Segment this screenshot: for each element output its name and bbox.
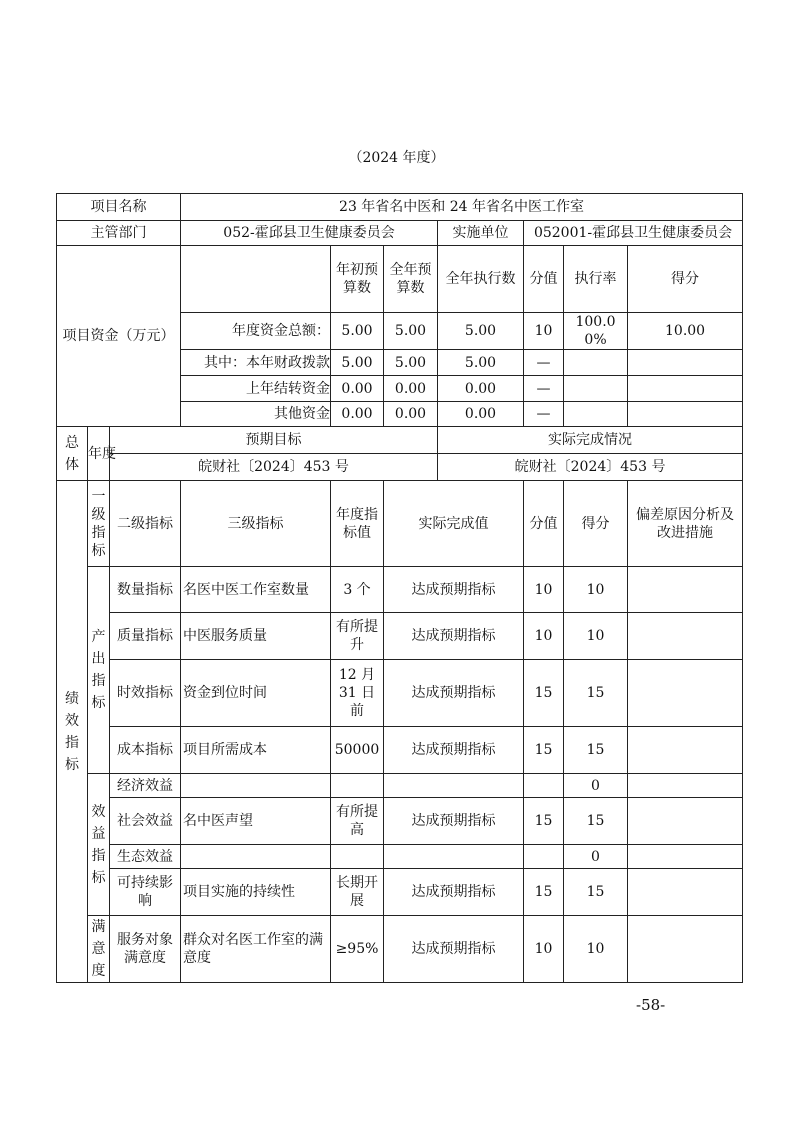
perf-weight: 15 [524, 727, 564, 774]
funds-weight: 10 [524, 313, 564, 350]
funds-row-label: 其他资金 [181, 402, 331, 427]
perf-header-actual: 实际完成值 [384, 481, 524, 567]
funds-rate: 100.00% [564, 313, 628, 350]
perf-header-weight: 分值 [524, 481, 564, 567]
perf-actual: 达成预期指标 [384, 798, 524, 845]
perf-level2: 成本指标 [110, 727, 181, 774]
goals-header-row [57, 427, 743, 454]
perf-level1: 产出指标 [88, 567, 110, 774]
perf-level2: 质量指标 [110, 613, 181, 660]
funds-weight: — [524, 376, 564, 402]
goals-expected-header: 预期目标 [110, 427, 438, 454]
funds-row-label: 其中：本年财政拨款 [181, 350, 331, 376]
unit-label: 实施单位 [438, 221, 524, 246]
perf-deviation [628, 845, 743, 869]
goals-actual-value: 皖财社〔2024〕453 号 [438, 454, 743, 481]
perf-weight: 10 [524, 567, 564, 613]
perf-actual: 达成预期指标 [384, 660, 524, 727]
perf-score: 0 [564, 845, 628, 869]
department-row [57, 221, 743, 246]
perf-row [57, 727, 743, 774]
perf-level3: 群众对名医工作室的满意度 [181, 916, 331, 983]
funds-header-weight: 分值 [524, 246, 564, 313]
perf-row [57, 774, 743, 798]
funds-blank-header [181, 246, 331, 313]
perf-score: 10 [564, 567, 628, 613]
perf-row [57, 567, 743, 613]
perf-target [331, 845, 384, 869]
perf-score: 15 [564, 660, 628, 727]
funds-executed: 0.00 [438, 376, 524, 402]
perf-deviation [628, 798, 743, 845]
funds-executed: 0.00 [438, 402, 524, 427]
perf-header-level1: 一级指标 [88, 481, 110, 567]
funds-score [628, 350, 743, 376]
funds-weight: — [524, 402, 564, 427]
funds-row-label: 年度资金总额： [181, 313, 331, 350]
funds-score [628, 402, 743, 427]
dept-value: 052-霍邱县卫生健康委员会 [181, 221, 438, 246]
perf-level3: 中医服务质量 [181, 613, 331, 660]
goals-side-label-2: 年度 [88, 427, 110, 481]
perf-weight: 15 [524, 660, 564, 727]
perf-weight: 10 [524, 613, 564, 660]
perf-level2: 服务对象满意度 [110, 916, 181, 983]
funds-full: 5.00 [384, 350, 438, 376]
perf-header-target: 年度指标值 [331, 481, 384, 567]
funds-header-full: 全年预算数 [384, 246, 438, 313]
perf-actual: 达成预期指标 [384, 869, 524, 916]
funds-header-executed: 全年执行数 [438, 246, 524, 313]
perf-target: 12 月 31 日前 [331, 660, 384, 727]
funds-full: 0.00 [384, 376, 438, 402]
funds-initial: 5.00 [331, 350, 384, 376]
perf-level2: 可持续影响 [110, 869, 181, 916]
funds-header-score: 得分 [628, 246, 743, 313]
funds-score: 10.00 [628, 313, 743, 350]
perf-score: 10 [564, 916, 628, 983]
goals-actual-header: 实际完成情况 [438, 427, 743, 454]
project-name-value: 23 年省名中医和 24 年省名中医工作室 [181, 194, 743, 221]
perf-level3: 名医中医工作室数量 [181, 567, 331, 613]
perf-row [57, 613, 743, 660]
perf-level2: 经济效益 [110, 774, 181, 798]
funds-header-rate: 执行率 [564, 246, 628, 313]
perf-target: 有所提升 [331, 613, 384, 660]
funds-full: 5.00 [384, 313, 438, 350]
perf-level2: 数量指标 [110, 567, 181, 613]
goals-side-label: 总体 [57, 427, 88, 481]
perf-level3: 项目所需成本 [181, 727, 331, 774]
perf-target: 50000 [331, 727, 384, 774]
funds-rate [564, 402, 628, 427]
perf-level3: 资金到位时间 [181, 660, 331, 727]
perf-weight [524, 845, 564, 869]
funds-initial: 5.00 [331, 313, 384, 350]
funds-weight: — [524, 350, 564, 376]
dept-label: 主管部门 [57, 221, 181, 246]
perf-target: 长期开展 [331, 869, 384, 916]
perf-level3 [181, 845, 331, 869]
perf-deviation [628, 660, 743, 727]
perf-level1: 效益指标 [88, 774, 110, 916]
year-title: （2024 年度） [348, 150, 445, 166]
perf-row [57, 845, 743, 869]
funds-header-initial: 年初预算数 [331, 246, 384, 313]
perf-deviation [628, 869, 743, 916]
perf-score: 15 [564, 798, 628, 845]
funds-row-label: 上年结转资金 [181, 376, 331, 402]
perf-level3: 名中医声望 [181, 798, 331, 845]
project-name-label: 项目名称 [57, 194, 181, 221]
perf-header-score: 得分 [564, 481, 628, 567]
perf-weight [524, 774, 564, 798]
perf-row [57, 869, 743, 916]
perf-side-label: 绩效指标 [57, 481, 88, 983]
perf-weight: 15 [524, 869, 564, 916]
perf-weight: 10 [524, 916, 564, 983]
perf-score: 10 [564, 613, 628, 660]
perf-level2: 生态效益 [110, 845, 181, 869]
perf-header-level2: 二级指标 [110, 481, 181, 567]
funds-score [628, 376, 743, 402]
unit-value: 052001-霍邱县卫生健康委员会 [524, 221, 743, 246]
perf-actual [384, 774, 524, 798]
perf-row [57, 798, 743, 845]
funds-rate [564, 376, 628, 402]
perf-row [57, 916, 743, 983]
perf-deviation [628, 774, 743, 798]
goals-expected-value: 皖财社〔2024〕453 号 [110, 454, 438, 481]
perf-level2: 社会效益 [110, 798, 181, 845]
perf-actual: 达成预期指标 [384, 613, 524, 660]
funds-label: 项目资金（万元） [57, 246, 181, 427]
funds-header-row [57, 246, 743, 313]
perf-level3: 项目实施的持续性 [181, 869, 331, 916]
perf-level3 [181, 774, 331, 798]
perf-actual: 达成预期指标 [384, 727, 524, 774]
funds-executed: 5.00 [438, 313, 524, 350]
page-number: -58- [636, 996, 666, 1014]
perf-actual [384, 845, 524, 869]
funds-rate [564, 350, 628, 376]
perf-deviation [628, 613, 743, 660]
funds-executed: 5.00 [438, 350, 524, 376]
perf-header-level3: 三级指标 [181, 481, 331, 567]
performance-table [56, 193, 743, 983]
funds-full: 0.00 [384, 402, 438, 427]
perf-actual: 达成预期指标 [384, 567, 524, 613]
perf-score: 15 [564, 869, 628, 916]
perf-weight: 15 [524, 798, 564, 845]
perf-target: 3 个 [331, 567, 384, 613]
perf-deviation [628, 567, 743, 613]
perf-actual: 达成预期指标 [384, 916, 524, 983]
perf-header-row [57, 481, 743, 567]
perf-target [331, 774, 384, 798]
perf-row [57, 660, 743, 727]
perf-target: 有所提高 [331, 798, 384, 845]
funds-initial: 0.00 [331, 376, 384, 402]
perf-header-deviation: 偏差原因分析及改进措施 [628, 481, 743, 567]
perf-deviation [628, 727, 743, 774]
perf-score: 15 [564, 727, 628, 774]
perf-level2: 时效指标 [110, 660, 181, 727]
goals-value-row [57, 454, 743, 481]
perf-score: 0 [564, 774, 628, 798]
perf-target: ≥95% [331, 916, 384, 983]
funds-initial: 0.00 [331, 402, 384, 427]
perf-level1: 满意度 [88, 916, 110, 983]
perf-deviation [628, 916, 743, 983]
project-name-row [57, 194, 743, 221]
